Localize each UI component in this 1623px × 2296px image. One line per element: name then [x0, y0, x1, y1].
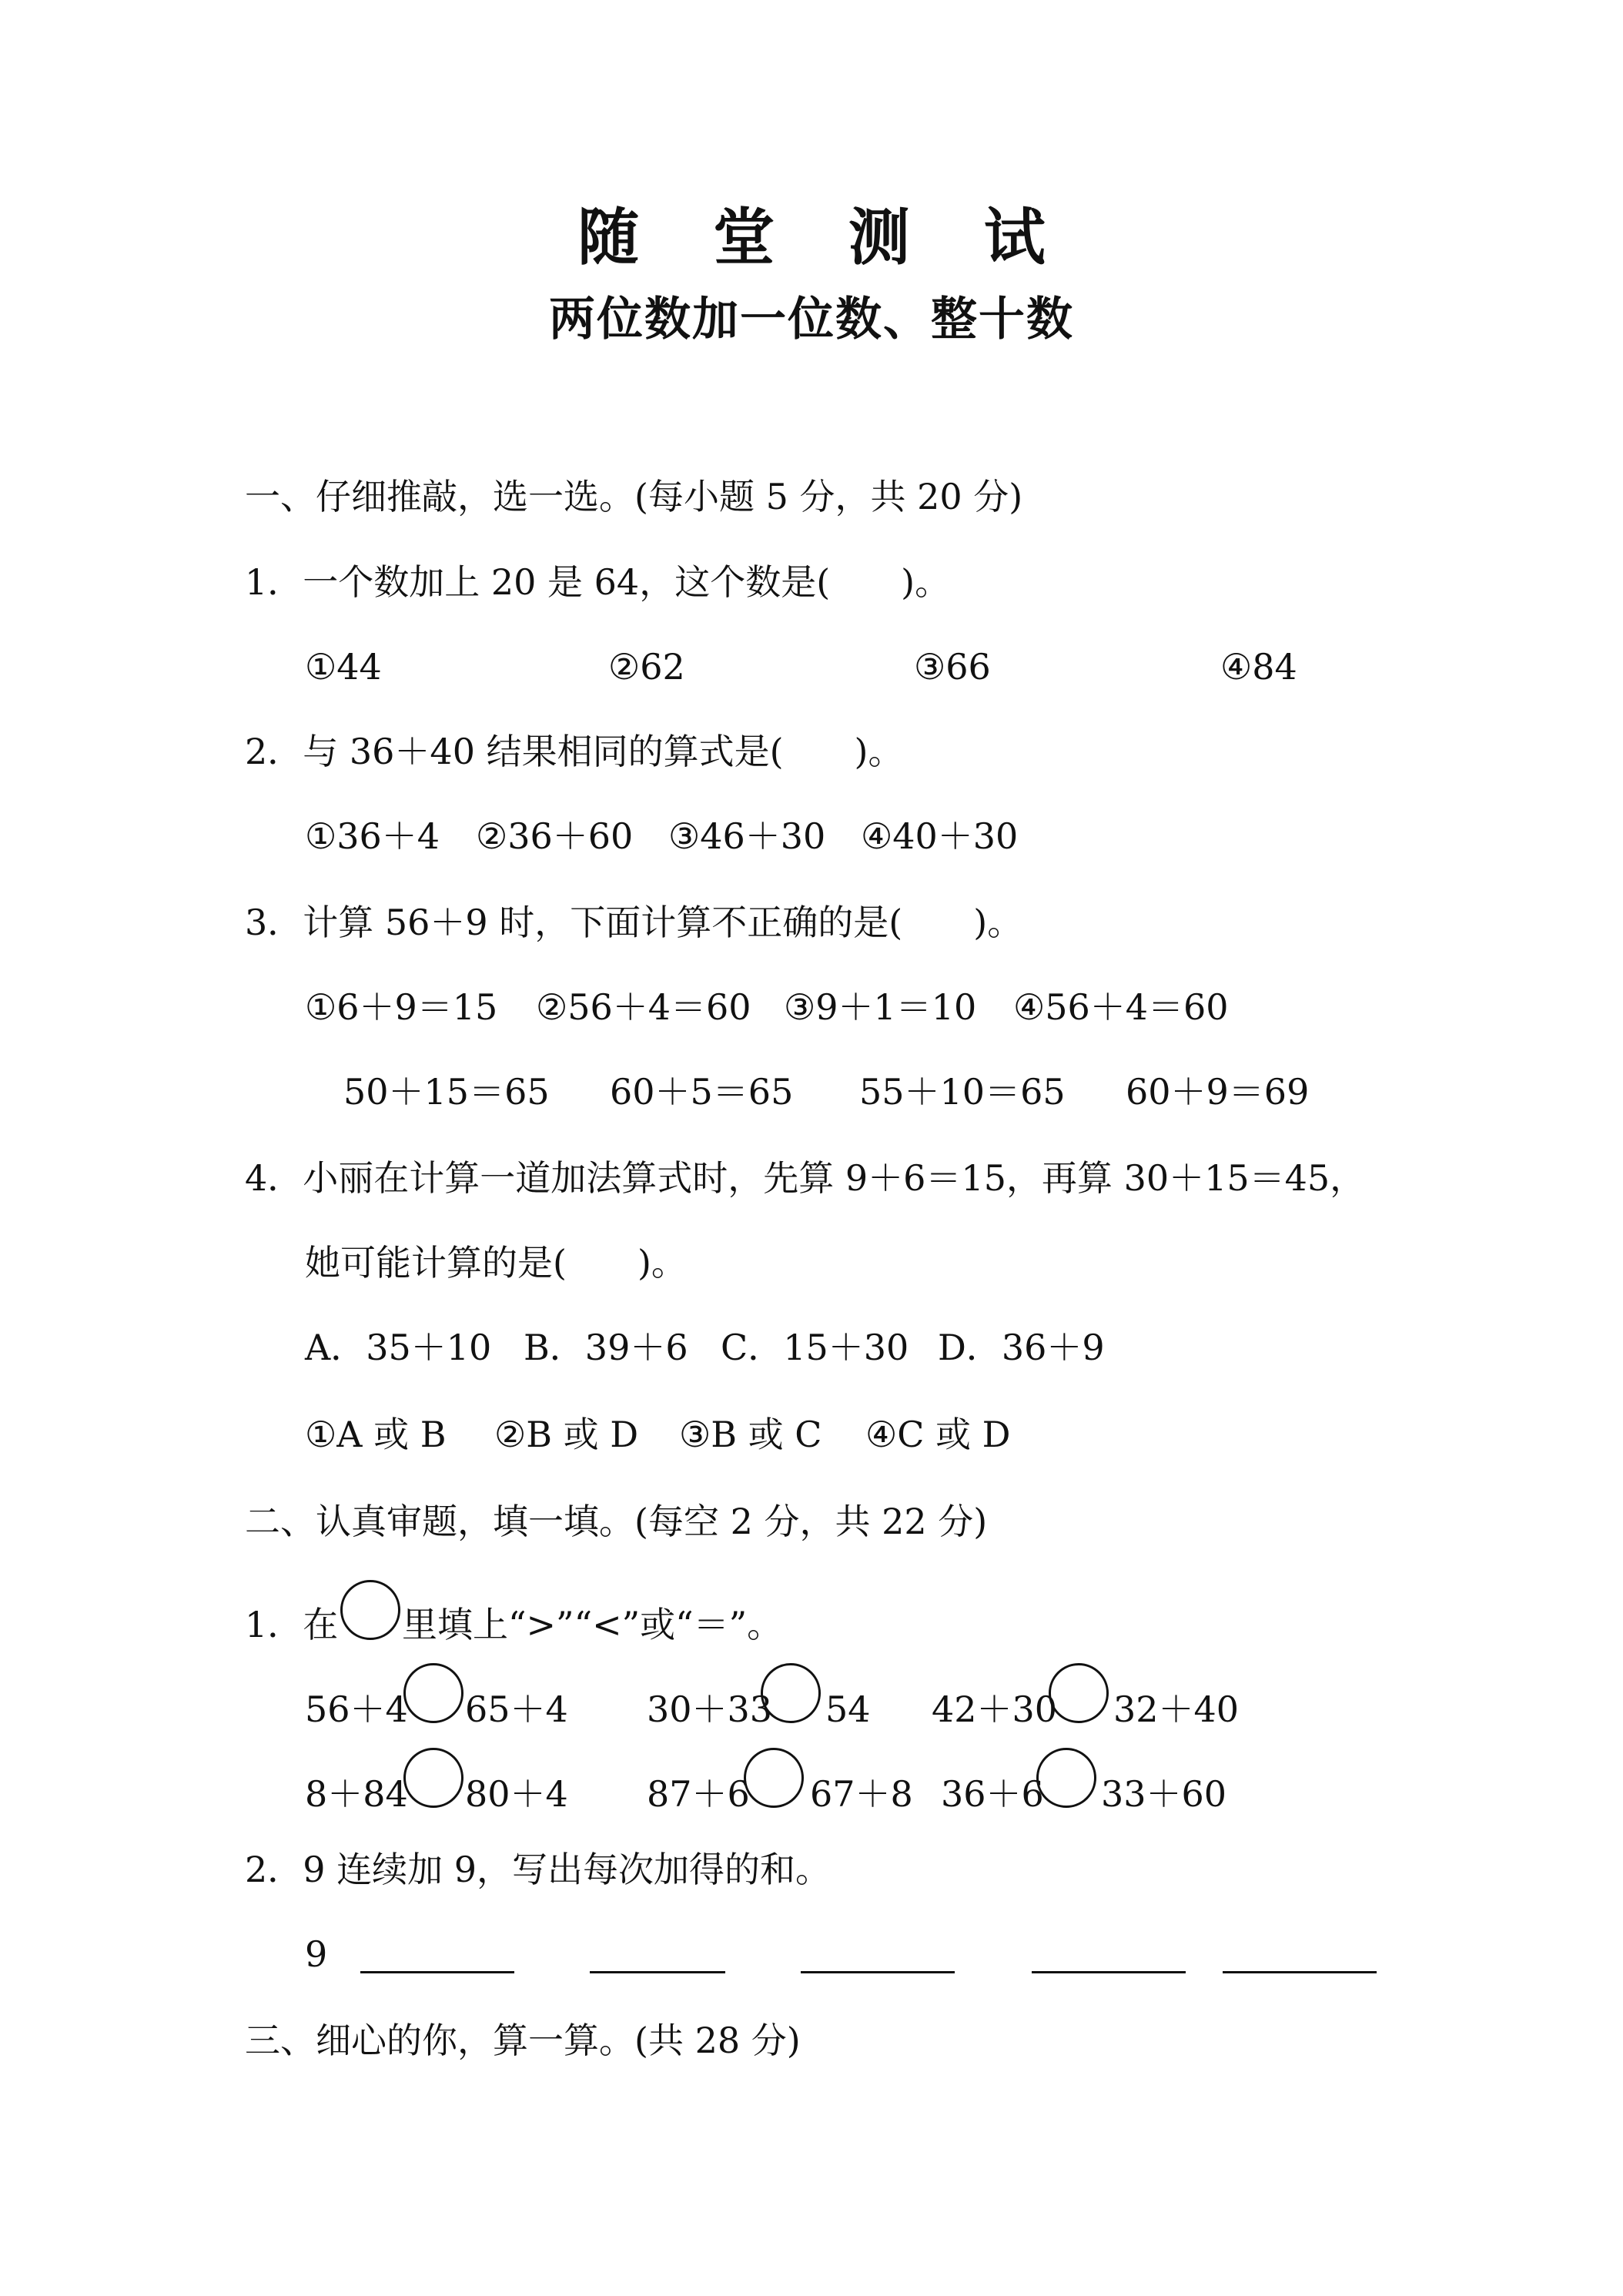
- question-1-4: 4．小丽在计算一道加法算式时，先算 9＋6＝15，再算 30＋15＝45，: [245, 1157, 1366, 1199]
- answer-blank[interactable]: [1223, 1971, 1377, 1973]
- option-1-3-a: ①6＋9＝15: [305, 986, 498, 1028]
- compare-right: 32＋40: [1113, 1689, 1240, 1730]
- page-subtitle: 两位数加一位数、整十数: [549, 293, 1074, 346]
- option-1-1-a: ①44: [305, 646, 382, 688]
- option-1-4-a: ①A 或 B: [305, 1414, 447, 1455]
- option-1-3-c-step2: 55＋10＝65: [859, 1071, 1066, 1113]
- sequence-start: 9: [305, 1933, 328, 1975]
- option-1-3-b: ②56＋4＝60: [536, 986, 751, 1028]
- compare-answer-circle[interactable]: [403, 1748, 463, 1808]
- expr-1-4-a: A．35＋10: [305, 1327, 492, 1368]
- expr-1-4-d: D．36＋9: [938, 1327, 1105, 1368]
- question-2-1-prefix: 1．在: [245, 1604, 339, 1645]
- option-1-3-d-step2: 60＋9＝69: [1126, 1071, 1310, 1113]
- compare-right: 54: [825, 1689, 871, 1730]
- option-1-2-a: ①36＋4: [305, 815, 440, 857]
- option-1-2-d: ④40＋30: [861, 815, 1019, 857]
- option-1-2-c: ③46＋30: [668, 815, 826, 857]
- option-1-4-d: ④C 或 D: [865, 1414, 1011, 1455]
- option-1-4-c: ③B 或 C: [679, 1414, 822, 1455]
- question-1-2: 2．与 36＋40 结果相同的算式是( )。: [245, 731, 904, 772]
- compare-left: 87＋6: [647, 1773, 750, 1815]
- compare-left: 36＋6: [941, 1773, 1044, 1815]
- question-1-3: 3．计算 56＋9 时，下面计算不正确的是( )。: [245, 902, 1023, 943]
- page-title: 随 堂 测 试: [577, 201, 1072, 273]
- compare-left: 8＋84: [305, 1773, 408, 1815]
- option-1-3-a-step2: 50＋15＝65: [343, 1071, 550, 1113]
- option-1-1-c: ③66: [914, 646, 991, 688]
- compare-left: 30＋33: [647, 1689, 773, 1730]
- question-2-2: 2．9 连续加 9，写出每次加得的和。: [245, 1849, 832, 1890]
- option-1-3-b-step2: 60＋5＝65: [610, 1071, 794, 1113]
- option-1-3-d: ④56＋4＝60: [1013, 986, 1229, 1028]
- answer-blank[interactable]: [590, 1971, 725, 1973]
- compare-right: 65＋4: [465, 1689, 568, 1730]
- question-1-1: 1．一个数加上 20 是 64，这个数是( )。: [245, 561, 951, 603]
- question-1-4-cont: 她可能计算的是( )。: [305, 1242, 687, 1284]
- section-3-heading: 三、细心的你，算一算。(共 28 分): [245, 2020, 801, 2061]
- compare-answer-circle[interactable]: [1049, 1663, 1109, 1723]
- option-1-2-b: ②36＋60: [476, 815, 634, 857]
- compare-left: 56＋4: [305, 1689, 408, 1730]
- question-2-1-suffix: 里填上“>”“<”或“＝”。: [402, 1604, 783, 1645]
- option-1-3-c: ③9＋1＝10: [784, 986, 977, 1028]
- compare-answer-circle[interactable]: [1036, 1748, 1096, 1808]
- compare-right: 33＋60: [1101, 1773, 1227, 1815]
- compare-answer-circle[interactable]: [761, 1663, 821, 1723]
- compare-circle-icon: [340, 1580, 400, 1640]
- section-2-heading: 二、认真审题，填一填。(每空 2 分，共 22 分): [245, 1501, 988, 1542]
- expr-1-4-c: C．15＋30: [721, 1327, 909, 1368]
- section-1-heading: 一、仔细推敲，选一选。(每小题 5 分，共 20 分): [245, 476, 1023, 517]
- option-1-4-b: ②B 或 D: [494, 1414, 639, 1455]
- expr-1-4-b: B．39＋6: [524, 1327, 688, 1368]
- compare-answer-circle[interactable]: [744, 1748, 804, 1808]
- answer-blank[interactable]: [801, 1971, 955, 1973]
- compare-answer-circle[interactable]: [403, 1663, 463, 1723]
- answer-blank[interactable]: [360, 1971, 514, 1973]
- compare-right: 80＋4: [465, 1773, 568, 1815]
- answer-blank[interactable]: [1032, 1971, 1186, 1973]
- option-1-1-d: ④84: [1220, 646, 1297, 688]
- compare-right: 67＋8: [810, 1773, 913, 1815]
- option-1-1-b: ②62: [608, 646, 685, 688]
- compare-left: 42＋30: [932, 1689, 1058, 1730]
